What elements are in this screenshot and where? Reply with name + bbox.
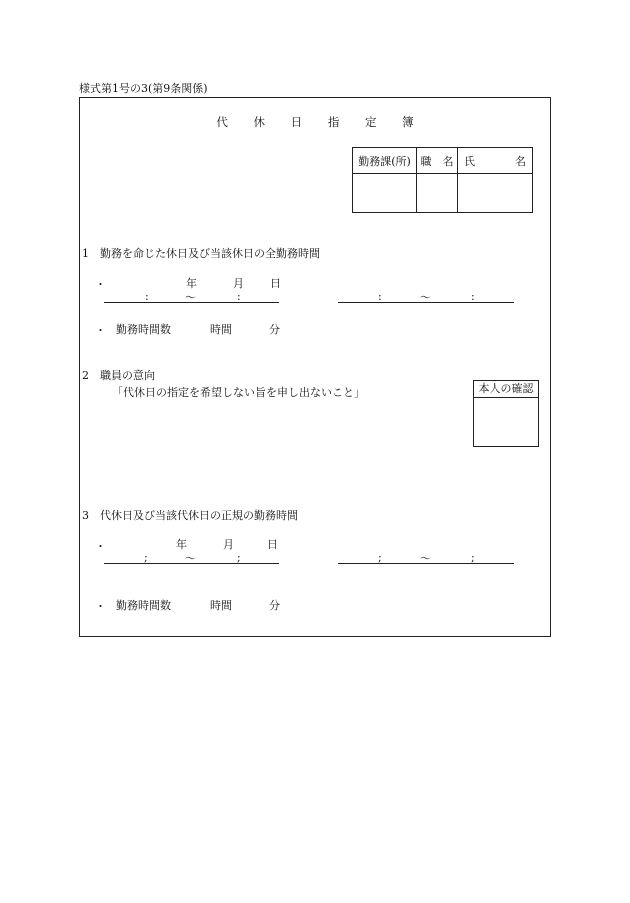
year-label: 年 xyxy=(186,277,197,290)
semicolon: ; xyxy=(378,551,382,564)
month-label: 月 xyxy=(233,277,244,290)
minutes-unit: 分 xyxy=(269,599,280,612)
hours-label: 勤務時間数 xyxy=(116,323,171,336)
title-char: 定 xyxy=(364,115,377,129)
bullet: ・ xyxy=(95,278,106,291)
day-label: 日 xyxy=(267,538,278,551)
form-number: 様式第1号の3(第9条関係) xyxy=(79,82,208,95)
minutes-unit: 分 xyxy=(269,323,280,336)
section3-heading: 3 代休日及び当該代休日の正規の勤務時間 xyxy=(82,509,298,522)
time-line-3[interactable] xyxy=(104,563,279,564)
semicolon: ; xyxy=(237,551,241,564)
confirm-label: 本人の確認 xyxy=(474,381,538,398)
approval-dept-field[interactable] xyxy=(353,174,417,213)
approval-position-field[interactable] xyxy=(417,174,458,213)
colon: : xyxy=(145,290,149,303)
title-char: 休 xyxy=(253,115,266,129)
bullet: ・ xyxy=(95,600,106,613)
colon: : xyxy=(471,290,475,303)
approval-header-position: 職 名 xyxy=(417,148,458,174)
approval-header-dept: 勤務課(所) xyxy=(353,148,417,174)
time-line-2[interactable] xyxy=(338,302,514,303)
tilde: 〜 xyxy=(420,552,431,565)
confirm-field[interactable] xyxy=(474,398,538,446)
colon: : xyxy=(237,290,241,303)
month-label: 月 xyxy=(223,538,234,551)
time-line-1[interactable] xyxy=(104,302,279,303)
title-char: 代 xyxy=(216,115,228,129)
hours-unit: 時間 xyxy=(210,599,232,612)
hours-label: 勤務時間数 xyxy=(116,599,171,612)
semicolon: ; xyxy=(144,551,148,564)
approval-name-field[interactable] xyxy=(458,174,533,213)
form-title xyxy=(0,114,630,130)
year-label: 年 xyxy=(176,538,187,551)
tilde: 〜 xyxy=(420,291,431,304)
tilde: 〜 xyxy=(185,291,196,304)
title-char: 簿 xyxy=(402,115,414,129)
approval-header-name: 氏 名 xyxy=(458,148,533,174)
confirm-box xyxy=(473,380,539,447)
title-char: 指 xyxy=(327,115,340,129)
bullet: ・ xyxy=(95,540,106,553)
colon: : xyxy=(378,290,382,303)
approval-table xyxy=(352,147,533,213)
semicolon: ; xyxy=(471,551,475,564)
tilde: 〜 xyxy=(185,552,196,565)
intent-statement: 「代休日の指定を希望しない旨を申し出ないこと」 xyxy=(112,386,365,399)
section1-heading: 1 勤務を命じた休日及び当該休日の全勤務時間 xyxy=(82,247,320,260)
day-label: 日 xyxy=(270,277,281,290)
bullet: ・ xyxy=(95,324,106,337)
time-line-4[interactable] xyxy=(338,563,514,564)
hours-unit: 時間 xyxy=(210,323,232,336)
section2-heading: 2 職員の意向 xyxy=(82,369,155,382)
title-char: 日 xyxy=(290,115,303,129)
